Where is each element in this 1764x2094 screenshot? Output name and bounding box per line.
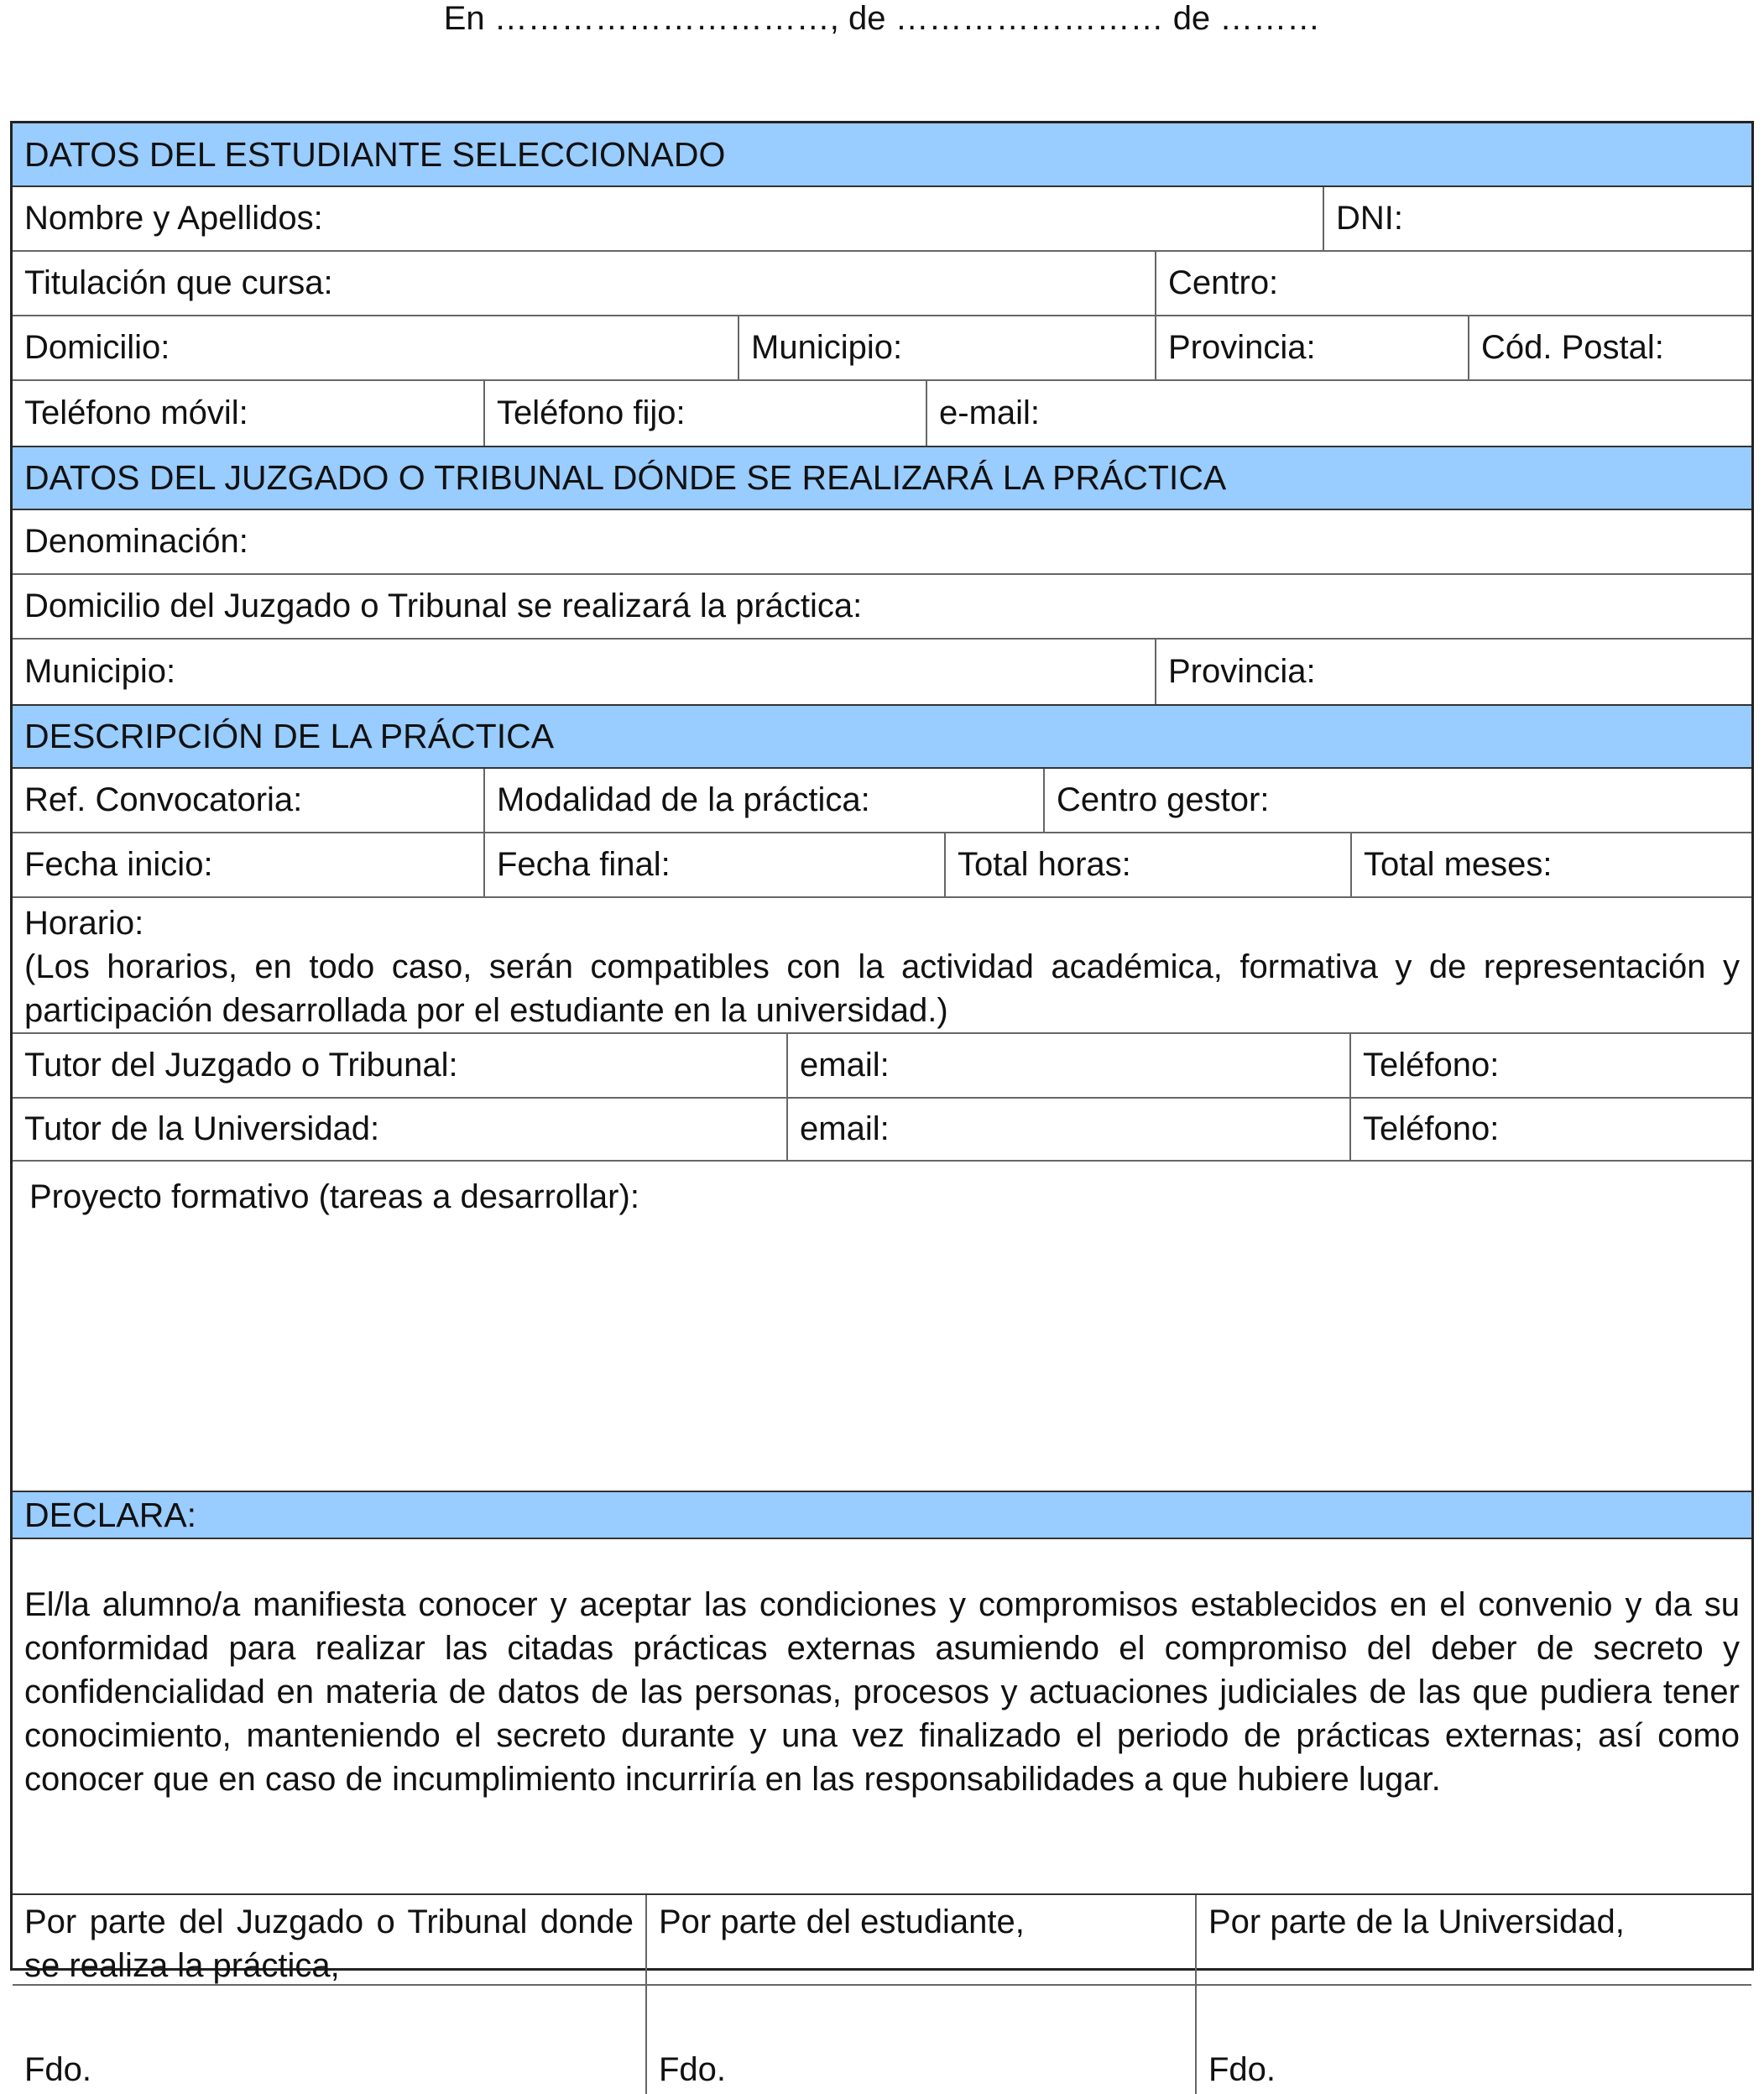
court-province-field[interactable]: Provincia: (1168, 653, 1316, 690)
student-section-title: DATOS DEL ESTUDIANTE SELECCIONADO (24, 134, 726, 174)
court-location-row (13, 640, 1751, 704)
practice-total-hours-field[interactable]: Total horas: (946, 833, 1352, 896)
practice-modality-field[interactable]: Modalidad de la práctica: (485, 769, 1045, 832)
practice-ref-field[interactable]: Ref. Convocatoria: (13, 769, 485, 832)
practice-schedule-note: (Los horarios, en todo caso, serán compatibles con la actividad académica, formativa y de representación y participación desarrollada por el estudiante en la universidad.) (24, 948, 1740, 1029)
student-degree-field[interactable]: Titulación que cursa: (13, 252, 1156, 315)
student-mobile-field[interactable]: Teléfono móvil: (13, 381, 485, 446)
court-signature-label: Por parte del Juzgado o Tribunal donde se realiza la práctica, (13, 1895, 647, 1984)
practice-dates-row (13, 833, 1751, 898)
court-section-title: DATOS DEL JUZGADO O TRIBUNAL DÓNDE SE REALIZARÁ LA PRÁCTICA (24, 458, 1227, 497)
student-contact-row (13, 381, 1751, 446)
declaration-section-header (13, 1491, 1751, 1539)
student-address-row (13, 316, 1751, 381)
student-name-row (13, 187, 1751, 252)
student-email-field[interactable]: e-mail: (939, 394, 1041, 431)
practice-start-date-field[interactable]: Fecha inicio: (13, 833, 485, 896)
student-landline-field[interactable]: Teléfono fijo: (485, 381, 927, 446)
university-tutor-field[interactable]: Tutor de la Universidad: (13, 1099, 788, 1160)
student-center-field[interactable]: Centro: (1168, 264, 1279, 301)
university-signature-label: Por parte de la Universidad, (1208, 1903, 1625, 1940)
university-tutor-email-field[interactable]: email: (788, 1099, 1351, 1160)
court-tutor-row (13, 1034, 1751, 1099)
signature-header-row (13, 1895, 1751, 1986)
court-denomination-row (13, 510, 1751, 575)
student-signature-label: Por parte del estudiante, (647, 1895, 1197, 1984)
declaration-text: El/la alumno/a manifiesta conocer y aceptar las condiciones y compromisos establecidos en el convenio y da su conformidad para realizar las citadas prácticas externas asumiendo el compromiso del deber de secreto y confidencialidad en materia de datos de las personas, procesos y actuaciones judiciales de las que pudiera tener conocimiento, manteniendo el secreto durante y una vez finalizado el periodo de prácticas externas; así como conocer que en caso de incumplimiento incurriría en las responsabilidades a que hubiere lugar. (13, 1539, 1751, 1895)
training-project-block[interactable] (13, 1162, 1751, 1491)
court-tutor-field[interactable]: Tutor del Juzgado o Tribunal: (13, 1034, 788, 1097)
university-tutor-row (13, 1099, 1751, 1162)
court-section-header (13, 446, 1751, 510)
student-province-field[interactable]: Provincia: (1156, 316, 1469, 379)
declaration-section-title: DECLARA: (24, 1495, 197, 1534)
practice-section-title: DESCRIPCIÓN DE LA PRÁCTICA (24, 717, 555, 755)
student-signature-field[interactable]: Fdo. (647, 1986, 1197, 2094)
training-project-label: Proyecto formativo (tareas a desarrollar): (29, 1178, 639, 1215)
practice-schedule-block (13, 898, 1751, 1034)
student-name-field[interactable]: Nombre y Apellidos: (13, 187, 1324, 250)
court-address-field[interactable]: Domicilio del Juzgado o Tribunal se realizará la práctica: (24, 587, 863, 624)
court-signature-field[interactable]: Fdo. (13, 1986, 647, 2094)
practice-section-header (13, 704, 1751, 769)
court-municipality-field[interactable]: Municipio: (13, 640, 1156, 704)
practice-managing-center-field[interactable]: Centro gestor: (1057, 781, 1270, 818)
place-date-line: En …………………………, de …………………… de ……… (443, 0, 1321, 37)
university-tutor-phone-field[interactable]: Teléfono: (1363, 1110, 1500, 1147)
student-address-field[interactable]: Domicilio: (13, 316, 739, 379)
student-municipality-field[interactable]: Municipio: (739, 316, 1156, 379)
signature-field-row (13, 1986, 1751, 2094)
practice-schedule-label: Horario: (24, 905, 144, 942)
practice-ref-row (13, 769, 1751, 833)
student-section-header (13, 123, 1751, 187)
court-tutor-phone-field[interactable]: Teléfono: (1363, 1047, 1500, 1084)
internship-form (10, 121, 1754, 2088)
student-postal-code-field[interactable]: Cód. Postal: (1481, 329, 1664, 366)
court-tutor-email-field[interactable]: email: (788, 1034, 1351, 1097)
student-degree-row (13, 252, 1751, 316)
court-denomination-field[interactable]: Denominación: (24, 523, 248, 560)
court-address-row (13, 575, 1751, 640)
practice-end-date-field[interactable]: Fecha final: (485, 833, 946, 896)
university-signature-field[interactable]: Fdo. (1208, 2051, 1276, 2088)
practice-total-months-field[interactable]: Total meses: (1364, 846, 1553, 883)
student-dni-field[interactable]: DNI: (1336, 200, 1403, 237)
